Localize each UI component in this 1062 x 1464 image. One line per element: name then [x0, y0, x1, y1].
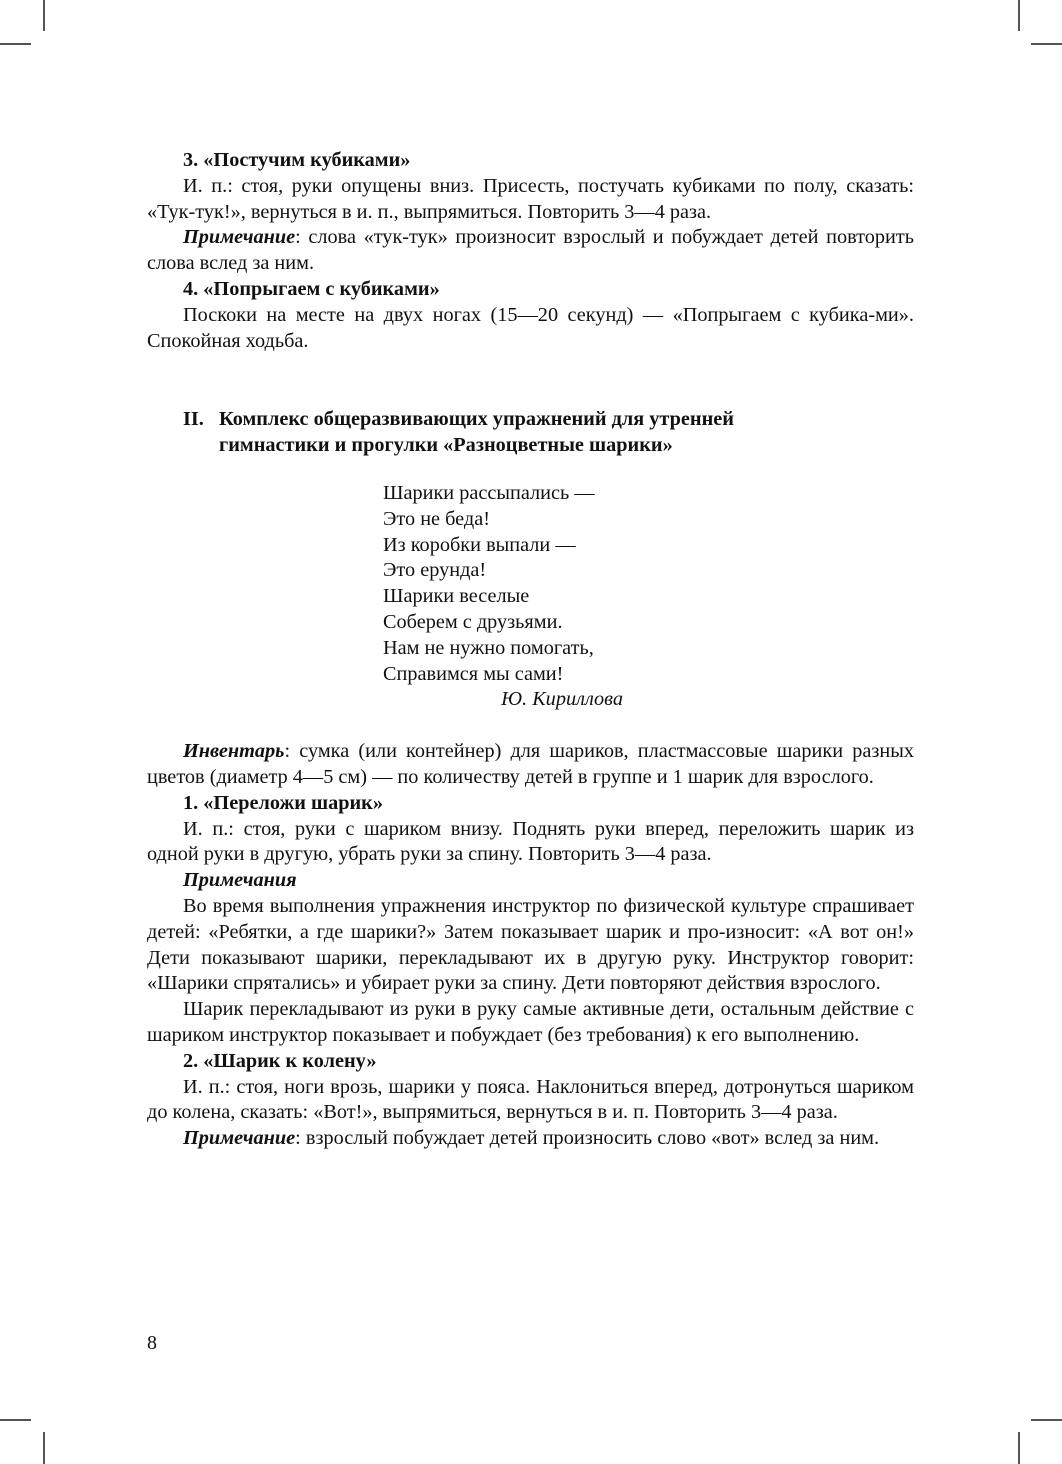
poem-line: Справимся мы сами! — [383, 662, 564, 685]
inventory-paragraph — [147, 739, 914, 791]
poem-line: Шарики веселые — [383, 585, 530, 608]
note-label: Примечание — [183, 1127, 296, 1150]
poem-line: Это ерунда! — [383, 559, 487, 582]
poem-line: Соберем с друзьями. — [383, 610, 563, 633]
poem-line: Из коробки выпали — — [383, 533, 576, 556]
crop-mark-bottom-left-horizontal — [0, 1419, 31, 1421]
exercise-3-text: И. п.: стоя, руки опущены вниз. Присесть, постучать кубиками по полу, сказать: «Тук-тук!», вернуться в и. п., выпрямиться. Повторить 3—4 раза. — [147, 174, 914, 223]
crop-mark-bottom-right-horizontal — [1031, 1419, 1062, 1421]
note-label: Примечание — [183, 226, 296, 249]
poem — [383, 481, 633, 713]
poem-line: Это не беда! — [383, 507, 490, 530]
exercise-4-text: Поскоки на месте на двух ногах (15—20 секунд) — «Попрыгаем с кубика-ми». Спокойная ходьба. — [147, 303, 914, 352]
section-title: Комплекс общеразвивающих упражнений для утренней гимнастики и прогулки «Разноцветные шарики» — [219, 408, 734, 457]
ex2-note — [147, 1126, 914, 1152]
ex1-text: И. п.: стоя, руки с шариком внизу. Поднять руки вперед, переложить шарик из одной руки в другую, убрать руки за спину. Повторить 3—4 раза. — [147, 817, 914, 866]
exercise-3-note — [147, 225, 914, 277]
notes-label: Примечания — [183, 869, 297, 892]
crop-mark-top-right-horizontal — [1031, 43, 1062, 45]
ex1-notes-label — [147, 868, 914, 894]
poem-line: Нам не нужно помогать, — [383, 636, 594, 659]
poem-line: Шарики рассыпались — — [383, 481, 595, 504]
inventory-label: Инвентарь — [183, 740, 285, 763]
crop-mark-top-left-horizontal — [0, 43, 31, 45]
ex1-note-2: Шарик перекладывают из руки в руку самые активные дети, остальным действие с шариком инструктор показывает и побуждает (без требования) к его выполнению. — [147, 998, 914, 1046]
note-text: : слова «тук-тук» произносит взрослый и побуждает детей повторить слова вслед за ним. — [147, 226, 914, 275]
section-number: II. — [183, 408, 204, 431]
crop-mark-bottom-right-vertical — [1018, 1432, 1020, 1464]
crop-mark-top-right-vertical — [1018, 0, 1020, 31]
note-text: : взрослый побуждает детей произносить слово «вот» вслед за ним. — [295, 1127, 880, 1150]
poem-author: Ю. Кириллова — [501, 688, 623, 711]
page-number: 8 — [147, 1332, 157, 1354]
exercise-3-title: 3. «Постучим кубиками» — [183, 149, 411, 171]
inventory-text: : сумка (или контейнер) для шариков, пластмассовые шарики разных цветов (диаметр 4—5 см) — по количеству детей в группе и 1 шарик для взрослого. — [147, 740, 914, 788]
page-body — [147, 148, 914, 1152]
crop-mark-top-left-vertical — [43, 0, 45, 31]
ex1-note-1: Во время выполнения упражнения инструктор по физической культуре спрашивает детей: «Ребятки, а где шарики?» Затем показывает шарик и про-износит: «А вот он!» Дети показывают шарики, перекладывают их в другую руку. Инструктор говорит: «Шарики спрятались» и убирает руки за спину. Дети повторяют действия взрослого. — [147, 894, 914, 995]
ex2-title: 2. «Шарик к колену» — [183, 1049, 377, 1072]
crop-mark-bottom-left-vertical — [43, 1432, 45, 1464]
exercise-4-title: 4. «Попрыгаем с кубиками» — [183, 277, 440, 300]
ex1-title: 1. «Переложи шарик» — [183, 791, 384, 814]
section-heading — [183, 407, 914, 459]
ex2-text: И. п.: стоя, ноги врозь, шарики у пояса. Наклониться вперед, дотронуться шариком до колена, сказать: «Вот!», выпрямиться, вернуться в и. п. Повторить 3—4 раза. — [147, 1075, 914, 1124]
spacer — [147, 713, 914, 739]
